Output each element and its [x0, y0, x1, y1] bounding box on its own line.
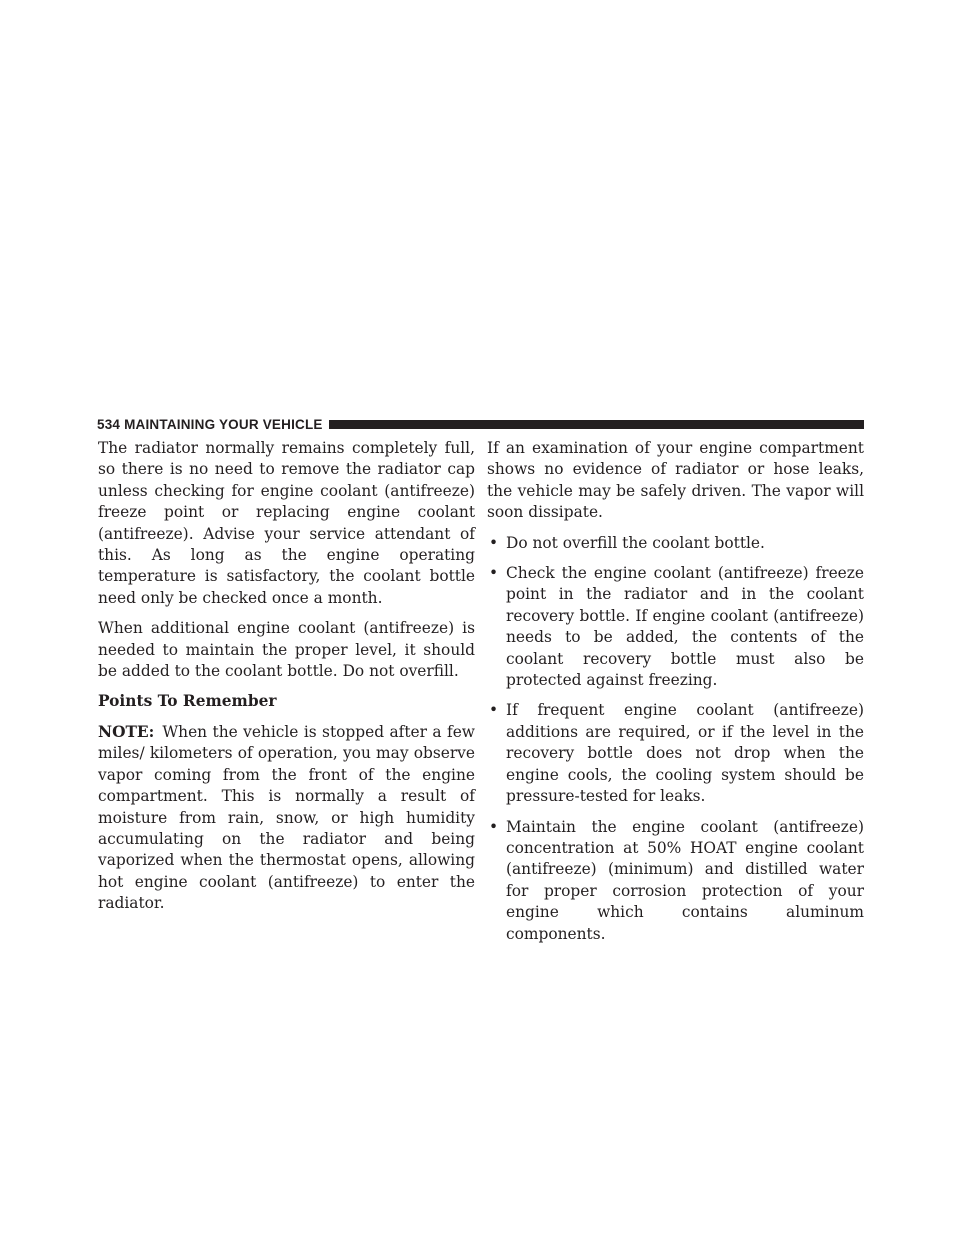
bullet-icon: •	[489, 817, 499, 836]
list-item-text: Check the engine coolant (antifreeze) freeze point in the radiator and in the coolant recovery bottle. If engine coolant (antifreeze) needs to be added, the contents of the coolant recovery bottle must also be protected against freezing.	[506, 564, 864, 690]
page-header	[97, 415, 864, 433]
additional-coolant-paragraph: When additional engine coolant (antifreeze) is needed to maintain the proper level, it should be added to the coolant bottle. Do not overfill.	[98, 619, 475, 681]
bullet-icon: •	[489, 533, 499, 552]
radiator-paragraph: The radiator normally remains completely full, so there is no need to remove the radiator cap unless checking for engine coolant (antifreeze) freeze point or replacing engine coolant (antifreeze). Advise your service attendant of this. As long as the engine operating temperature is satisfactory, the coolant bottle need only be checked once a month.	[98, 439, 475, 607]
note-paragraph	[98, 722, 475, 915]
header-rule-bar	[329, 420, 864, 429]
bullet-list	[487, 533, 864, 945]
examination-paragraph: If an examination of your engine compartment shows no evidence of radiator or hose leaks, the vehicle may be safely driven. The vapor will soon dissipate.	[487, 439, 864, 522]
right-column	[487, 438, 864, 954]
points-to-remember-heading: Points To Remember	[98, 692, 277, 711]
left-column	[98, 438, 475, 924]
note-label: NOTE:	[98, 722, 155, 741]
bullet-icon: •	[489, 701, 499, 720]
list-item-text: Do not overfill the coolant bottle.	[506, 533, 765, 552]
list-item	[487, 563, 864, 691]
list-item	[487, 533, 864, 554]
list-item-text: If frequent engine coolant (antifreeze) additions are required, or if the level in the recovery bottle does not drop when the engine cools, the cooling system should be pressure-tested for leaks.	[506, 701, 864, 806]
list-item	[487, 700, 864, 807]
bullet-icon: •	[489, 564, 499, 583]
note-text: When the vehicle is stopped after a few miles/ kilometers of operation, you may observe vapor coming from the front of the engine compartment. This is normally a result of moisture from rain, snow, or high humidity accumulating on the radiator and being vaporized when the thermostat opens, allowing hot engine coolant (antifreeze) to enter the radiator.	[98, 722, 475, 913]
page-number-section-title: 534 MAINTAINING YOUR VEHICLE	[97, 416, 323, 432]
list-item	[487, 817, 864, 945]
list-item-text: Maintain the engine coolant (antifreeze) concentration at 50% HOAT engine coolant (antifreeze) (minimum) and distilled water for proper corrosion protection of your engine which contains aluminum components.	[506, 817, 864, 943]
